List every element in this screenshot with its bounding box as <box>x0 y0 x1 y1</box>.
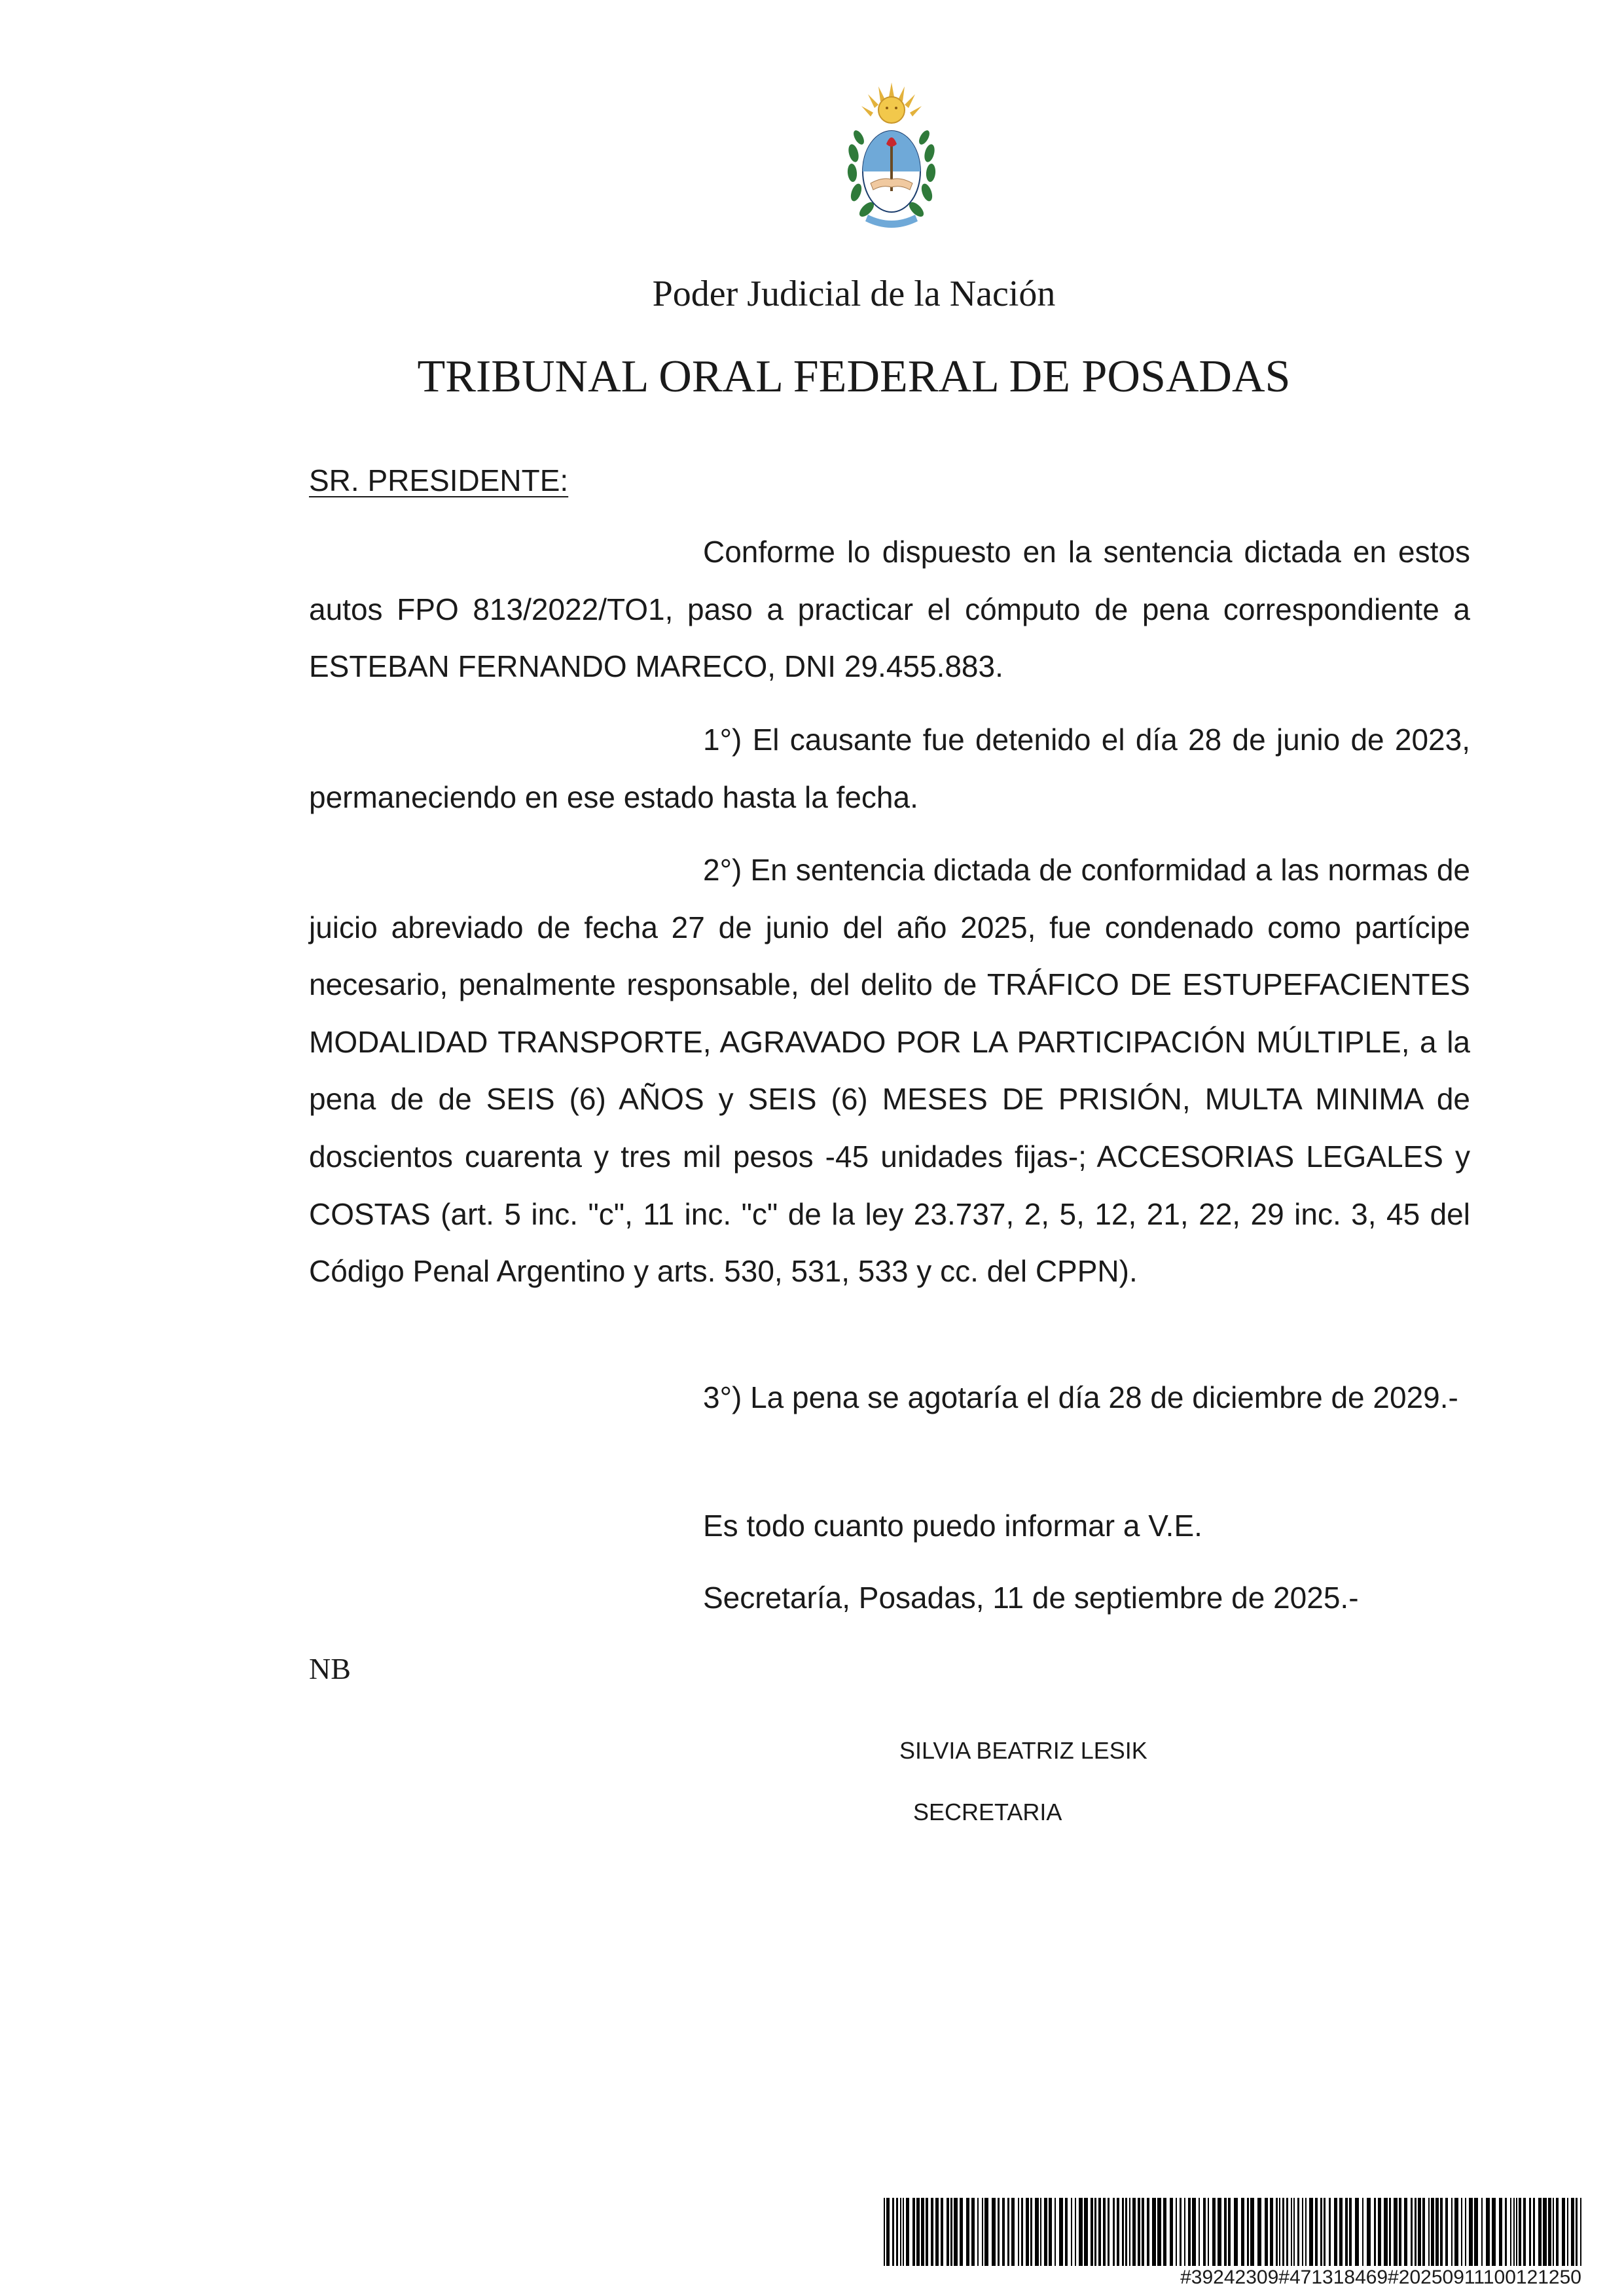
barcode-bar <box>1519 2198 1521 2266</box>
barcode-bar <box>1474 2198 1478 2266</box>
barcode-bar <box>1108 2198 1110 2266</box>
barcode-bar <box>1152 2198 1156 2266</box>
barcode-bar <box>1002 2198 1005 2266</box>
barcode-bar <box>1345 2198 1348 2266</box>
barcode-bar <box>1297 2198 1299 2266</box>
place-date: Secretaría, Posadas, 11 de septiembre de 2025.- <box>703 1581 1359 1615</box>
paragraph-text: 1°) El causante fue detenido el día 28 de junio de 2023, permaneciendo en ese estado hasta la fecha. <box>309 723 1470 814</box>
barcode-bar <box>1147 2198 1149 2266</box>
barcode-bar <box>931 2198 933 2266</box>
closing-line: Es todo cuanto puedo informar a V.E. <box>703 1509 1202 1543</box>
barcode-text: #39242309#471318469#20250911100121250 <box>1180 2267 1581 2288</box>
barcode-bar <box>1049 2198 1052 2266</box>
signer-role: SECRETARIA <box>913 1799 1062 1825</box>
paragraph-expiry <box>309 1369 1470 1427</box>
barcode-bar <box>960 2198 963 2266</box>
barcode-bar <box>1125 2198 1127 2266</box>
barcode-bar <box>1011 2198 1015 2266</box>
barcode-bar <box>1203 2198 1206 2266</box>
barcode-bar <box>1157 2198 1161 2266</box>
barcode-bar <box>1571 2198 1574 2266</box>
barcode-bar <box>1265 2198 1268 2266</box>
barcode-bar <box>1553 2198 1554 2266</box>
barcode-bar <box>1218 2198 1221 2266</box>
barcode-bar <box>1465 2198 1466 2266</box>
barcode-bar <box>1533 2198 1535 2266</box>
barcode-bar <box>916 2198 920 2266</box>
barcode-bar <box>1007 2198 1009 2266</box>
barcode-bar <box>1098 2198 1101 2266</box>
barcode-bar <box>966 2198 969 2266</box>
barcode-bar <box>1367 2198 1371 2266</box>
barcode-bar <box>1282 2198 1284 2266</box>
barcode-bar <box>1411 2198 1413 2266</box>
barcode-bar <box>884 2198 885 2266</box>
barcode-bar <box>1567 2198 1568 2266</box>
barcode-bar <box>1184 2198 1185 2266</box>
barcode-bar <box>1394 2198 1398 2266</box>
barcode-bar <box>1389 2198 1391 2266</box>
barcode-bar <box>1454 2198 1458 2266</box>
barcode-bar <box>1257 2198 1261 2266</box>
barcode-bar <box>1451 2198 1453 2266</box>
barcode-bar <box>1505 2198 1507 2266</box>
barcode-bar <box>1538 2198 1542 2266</box>
barcode-bar <box>947 2198 949 2266</box>
barcode-bar <box>1435 2198 1439 2266</box>
barcode-bar <box>1113 2198 1115 2266</box>
barcode-bar <box>896 2198 898 2266</box>
barcode-bar <box>1324 2198 1326 2266</box>
barcode-bar <box>1461 2198 1462 2266</box>
barcode-bar <box>1212 2198 1216 2266</box>
barcode-bar <box>1562 2198 1565 2266</box>
barcode-bar <box>1580 2198 1581 2266</box>
barcode-bar <box>1374 2198 1376 2266</box>
barcode-bar <box>1180 2198 1182 2266</box>
barcode-bar <box>1030 2198 1032 2266</box>
barcode-bar <box>1378 2198 1381 2266</box>
barcode-bar <box>1055 2198 1056 2266</box>
barcode-bar <box>1384 2198 1388 2266</box>
barcode-bar <box>1576 2198 1578 2266</box>
barcode-bar <box>1170 2198 1173 2266</box>
barcode-bar <box>1302 2198 1303 2266</box>
barcode-bar <box>1499 2198 1502 2266</box>
barcode-bar <box>1188 2198 1191 2266</box>
barcode-bar <box>1334 2198 1337 2266</box>
barcode-bar <box>1315 2198 1318 2266</box>
barcode-bar <box>1163 2198 1166 2266</box>
barcode-bar <box>903 2198 904 2266</box>
barcode-bar <box>1176 2198 1177 2266</box>
barcode-bar <box>1339 2198 1343 2266</box>
salutation: SR. PRESIDENTE: <box>309 463 569 497</box>
barcode-bar <box>1040 2198 1041 2266</box>
barcode-bar <box>1250 2198 1254 2266</box>
barcode-bar <box>941 2198 943 2266</box>
barcode-bar <box>1431 2198 1434 2266</box>
barcode-bar <box>1094 2198 1096 2266</box>
barcode-bar <box>1142 2198 1144 2266</box>
barcode-bar <box>1199 2198 1200 2266</box>
barcode-bar <box>977 2198 979 2266</box>
barcode-bar <box>1228 2198 1231 2266</box>
barcode-bar <box>1510 2198 1511 2266</box>
coat-of-arms-icon <box>844 81 939 236</box>
barcode-bar <box>935 2198 939 2266</box>
barcode-bar <box>1422 2198 1425 2266</box>
barcode-bar <box>1018 2198 1019 2266</box>
barcode-bar <box>1469 2198 1473 2266</box>
barcode-bar <box>1309 2198 1313 2266</box>
barcode-bar <box>1208 2198 1209 2266</box>
barcode-bar <box>906 2198 909 2266</box>
paragraph-text: 2°) En sentencia dictada de conformidad a las normas de juicio abreviado de fecha 27 de junio del año 2025, fue condenado como partícipe necesario, penalmente responsable, del delito de TRÁFICO DE ESTUPEFACIENTES MODALIDAD TRANSPORTE, AGRAVADO POR LA PARTICIPACIÓN MÚLTIPLE, a la pena de de SEIS (6) AÑOS y SEIS (6) MESES DE PRISIÓN, MULTA MINIMA de doscientos cuarenta y tres mil pesos -45 unidades fijas-; ACCESORIAS LEGALES y COSTAS (art. 5 inc. "c", 11 inc. "c" de la ley 23.737, 2, 5, 12, 21, 22, 29 inc. 3, 45 del Código Penal Argentino y arts. 530, 531, 533 y cc. del CPPN). <box>309 853 1470 1289</box>
barcode-bar <box>1486 2198 1490 2266</box>
barcode-icon <box>884 2198 1581 2266</box>
barcode-bar <box>1516 2198 1517 2266</box>
barcode-bar <box>912 2198 915 2266</box>
barcode-bar <box>1065 2198 1068 2266</box>
paragraph-detention <box>309 711 1470 826</box>
barcode-bar <box>1079 2198 1083 2266</box>
paragraph-intro <box>309 524 1470 696</box>
barcode-bar <box>1543 2198 1547 2266</box>
barcode-bar <box>1291 2198 1292 2266</box>
barcode-bar <box>1192 2198 1196 2266</box>
barcode-bar <box>1320 2198 1322 2266</box>
barcode-bar <box>1276 2198 1278 2266</box>
court-heading: TRIBUNAL ORAL FEDERAL DE POSADAS <box>417 351 1291 402</box>
barcode-bar <box>971 2198 975 2266</box>
signer-name: SILVIA BEATRIZ LESIK <box>899 1737 1147 1764</box>
barcode-bar <box>1440 2198 1443 2266</box>
barcode-bar <box>1492 2198 1496 2266</box>
barcode-bar <box>1122 2198 1124 2266</box>
barcode-bar <box>1247 2198 1249 2266</box>
barcode-bar <box>1270 2198 1273 2266</box>
barcode-bar <box>1132 2198 1136 2266</box>
barcode-bar <box>1059 2198 1063 2266</box>
barcode-bar <box>1481 2198 1483 2266</box>
paragraph-text: 3°) La pena se agotaría el día 28 de diciembre de 2029.- <box>703 1380 1458 1414</box>
barcode-bar <box>1044 2198 1047 2266</box>
barcode-bar <box>1091 2198 1093 2266</box>
barcode-bar <box>1513 2198 1515 2266</box>
barcode-bar <box>1355 2198 1359 2266</box>
barcode-bar <box>1129 2198 1130 2266</box>
barcode-bar <box>900 2198 901 2266</box>
barcode-bar <box>984 2198 988 2266</box>
barcode-bar <box>982 2198 983 2266</box>
barcode-bar <box>1529 2198 1531 2266</box>
barcode-bar <box>992 2198 996 2266</box>
barcode-bar <box>1279 2198 1280 2266</box>
initials: NB <box>309 1652 351 1685</box>
barcode-bar <box>1084 2198 1088 2266</box>
barcode-bar <box>1293 2198 1295 2266</box>
barcode-bar <box>1021 2198 1023 2266</box>
barcode-bar <box>1286 2198 1288 2266</box>
barcode-bar <box>1026 2198 1029 2266</box>
barcode-bar <box>1523 2198 1526 2266</box>
barcode-bar <box>892 2198 894 2266</box>
barcode-bar <box>1415 2198 1416 2266</box>
barcode-bar <box>1117 2198 1119 2266</box>
barcode-bar <box>1305 2198 1307 2266</box>
paragraph-text: Conforme lo dispuesto en la sentencia dictada en estos autos FPO 813/2022/TO1, paso a practicar el cómputo de pena correspondiente a ESTEBAN FERNANDO MARECO, DNI 29.455.883. <box>309 535 1470 684</box>
barcode-bar <box>1329 2198 1331 2266</box>
barcode-bar <box>1075 2198 1076 2266</box>
barcode-bar <box>1418 2198 1421 2266</box>
paragraph-sentence <box>309 842 1470 1300</box>
barcode-bar <box>1103 2198 1106 2266</box>
barcode-bar <box>1035 2198 1039 2266</box>
barcode-bar <box>954 2198 958 2266</box>
barcode-bar <box>1404 2198 1407 2266</box>
barcode-bar <box>886 2198 890 2266</box>
barcode-bar <box>1138 2198 1140 2266</box>
barcode-bar <box>1548 2198 1551 2266</box>
barcode-bar <box>950 2198 952 2266</box>
barcode-bar <box>1362 2198 1363 2266</box>
barcode-bar <box>1234 2198 1238 2266</box>
institution-heading: Poder Judicial de la Nación <box>652 274 1056 314</box>
barcode-bar <box>1349 2198 1352 2266</box>
barcode-bar <box>921 2198 924 2266</box>
barcode-bar <box>926 2198 928 2266</box>
barcode-bar <box>998 2198 1000 2266</box>
barcode-bar <box>1556 2198 1559 2266</box>
barcode-bar <box>1399 2198 1401 2266</box>
barcode-bar <box>1224 2198 1227 2266</box>
barcode-bar <box>1241 2198 1244 2266</box>
barcode-bar <box>1445 2198 1448 2266</box>
barcode-bar <box>1071 2198 1072 2266</box>
barcode-bar <box>1428 2198 1430 2266</box>
